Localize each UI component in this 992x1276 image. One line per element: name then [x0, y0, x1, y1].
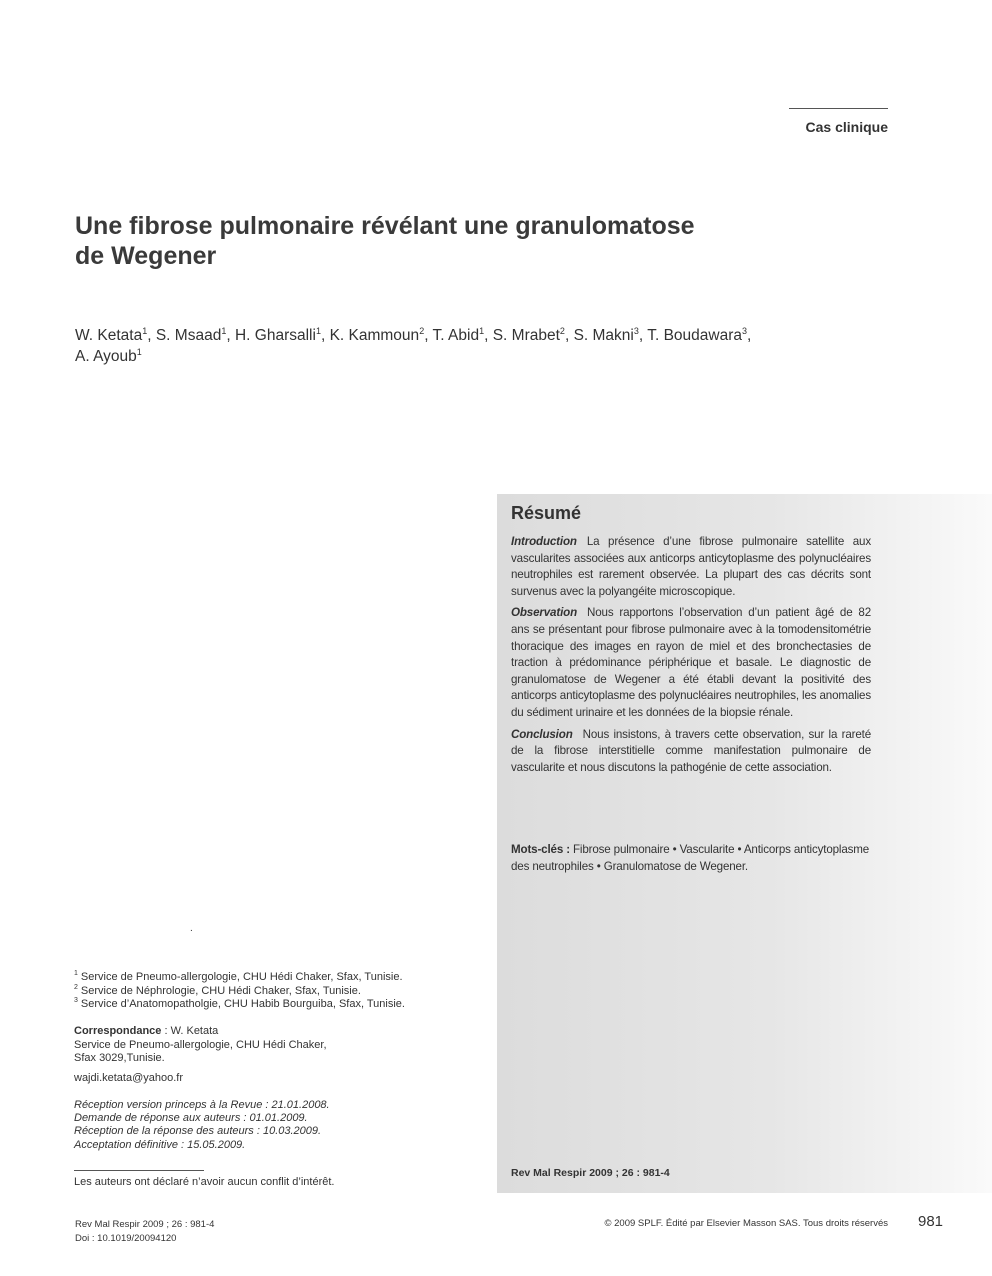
abstract-introduction-label: Introduction	[511, 535, 577, 548]
affiliation-2-number: 2	[74, 983, 78, 991]
author	[235, 327, 330, 344]
footer-citation: Rev Mal Respir 2009 ; 26 : 981-4	[75, 1219, 215, 1230]
author-separator: ,	[638, 327, 648, 344]
correspondence	[74, 1025, 474, 1066]
author-name: S. Mrabet	[492, 327, 560, 344]
author-name: K. Kammoun	[329, 327, 420, 344]
correspondence-name: : W. Ketata	[161, 1025, 219, 1037]
author-separator: ,	[226, 327, 235, 344]
abstract-introduction-text: La présence d’une fibrose pulmonaire satellite aux vascularites associées aux anticorps anticytoplasme des polynucléaires neutrophiles est rarement observée. La plupart des cas décrits sont survenus avec la polyangéite microscopique.	[511, 535, 871, 598]
abstract-heading: Résumé	[511, 503, 582, 523]
author	[574, 327, 648, 344]
author	[75, 327, 156, 344]
affiliation-3-text: Service d’Anatomopatholgie, CHU Habib Bourguiba, Sfax, Tunisie.	[80, 998, 405, 1010]
affiliation-3-number: 3	[74, 997, 78, 1005]
author-name: W. Ketata	[75, 327, 143, 344]
author-list	[75, 325, 895, 367]
author-affiliation-number: 1	[142, 325, 148, 336]
abstract-observation-text: Nous rapportons l’observation d’un patient âgé de 82 ans se présentant pour fibrose pulmonaire avec à la tomodensitométrie thoracique des images en rayon de miel et des bronchectasies de traction à prédominance périphérique et basale. Le diagnostic de granulomatose de Wegener a été établi devant la positivité des anticorps anticytoplasme des polynucléaires neutrophiles, les anomalies du sédiment urinaire et les données de la biopsie rénale.	[511, 606, 871, 719]
abstract-observation-label: Observation	[511, 606, 577, 620]
author-affiliation-number: 1	[479, 325, 485, 336]
abstract-panel	[497, 494, 992, 1193]
author-separator: ,	[747, 327, 756, 344]
author-name: A. Ayoub	[75, 348, 137, 365]
affiliation-2	[74, 985, 474, 999]
author	[433, 327, 493, 344]
date-requested: Demande de réponse aux auteurs : 01.01.2009.	[74, 1112, 308, 1125]
author-affiliation-number: 1	[136, 346, 142, 357]
author	[75, 348, 142, 365]
author-name: S. Makni	[573, 327, 634, 344]
abstract-conclusion	[511, 727, 871, 777]
footer-journal	[75, 1218, 214, 1246]
date-response: Réception de la réponse des auteurs : 10.03.2009.	[74, 1125, 322, 1138]
article-title-line-2: de Wegener	[75, 242, 217, 270]
correspondence-label: Correspondance	[74, 1025, 162, 1037]
author-separator: ,	[147, 327, 156, 344]
abstract-body	[511, 534, 871, 781]
footer-doi: Doi : 10.1019/20094120	[75, 1233, 177, 1244]
correspondence-email[interactable]: wajdi.ketata@yahoo.fr	[74, 1072, 184, 1084]
section-label: Cas clinique	[805, 119, 888, 135]
author-separator: ,	[564, 327, 574, 344]
affiliation-1	[74, 971, 474, 985]
author-separator: ,	[424, 327, 433, 344]
article-title	[75, 211, 875, 271]
author	[330, 327, 433, 344]
article-dates	[74, 1099, 474, 1152]
abstract-introduction	[511, 534, 871, 600]
author-name: T. Boudawara	[647, 327, 743, 344]
article-title-line-1: Une fibrose pulmonaire révélant une granulomatose	[75, 212, 695, 240]
page-number: 981	[918, 1213, 944, 1230]
section-rule	[789, 108, 888, 109]
author-name: H. Gharsalli	[234, 327, 316, 344]
correspondence-line-2: Service de Pneumo-allergologie, CHU Hédi Chaker,	[74, 1038, 327, 1051]
stray-mark: .	[190, 923, 193, 934]
author-separator: ,	[484, 327, 493, 344]
footer-copyright: © 2009 SPLF. Édité par Elsevier Masson SAS. Tous droits réservés	[604, 1218, 888, 1229]
abstract-conclusion-label: Conclusion	[511, 727, 573, 741]
author-affiliation-number: 2	[419, 325, 425, 336]
author	[647, 327, 755, 344]
date-accepted: Acceptation définitive : 15.05.2009.	[74, 1138, 246, 1151]
author-affiliation-number: 1	[315, 325, 321, 336]
keywords-label: Mots-clés :	[511, 843, 570, 856]
abstract-citation: Rev Mal Respir 2009 ; 26 : 981-4	[511, 1167, 670, 1179]
affiliation-1-number: 1	[74, 970, 78, 978]
affiliation-1-text: Service de Pneumo-allergologie, CHU Hédi Chaker, Sfax, Tunisie.	[80, 971, 403, 983]
author-separator: ,	[320, 327, 330, 344]
author-name: T. Abid	[432, 327, 480, 344]
correspondence-line-1	[74, 1025, 474, 1039]
affiliation-3	[74, 998, 474, 1012]
affiliations	[74, 971, 474, 1012]
author-affiliation-number: 1	[221, 325, 227, 336]
footnote-rule	[74, 1170, 204, 1171]
keywords	[511, 842, 871, 875]
conflict-statement: Les auteurs ont déclaré n’avoir aucun conflit d’intérêt.	[74, 1176, 335, 1188]
author-affiliation-number: 3	[742, 325, 748, 336]
date-received: Réception version princeps à la Revue : 21.01.2008.	[74, 1099, 330, 1111]
author	[156, 327, 235, 344]
author-affiliation-number: 3	[633, 325, 639, 336]
affiliation-2-text: Service de Néphrologie, CHU Hédi Chaker, Sfax, Tunisie.	[80, 984, 361, 997]
author	[493, 327, 574, 344]
author-affiliation-number: 2	[559, 325, 565, 336]
abstract-observation	[511, 605, 871, 721]
abstract-conclusion-text: Nous insistons, à travers cette observation, sur la rareté de la fibrose interstitielle comme manifestation pulmonaire de vascularite et nous discutons la pathogénie de cette association.	[511, 727, 871, 774]
correspondence-line-3: Sfax 3029,Tunisie.	[74, 1052, 165, 1064]
author-name: S. Msaad	[155, 327, 222, 344]
keywords-text: Fibrose pulmonaire • Vascularite • Anticorps anticytoplasme des neutrophiles • Granulomatose de Wegener.	[511, 843, 870, 873]
